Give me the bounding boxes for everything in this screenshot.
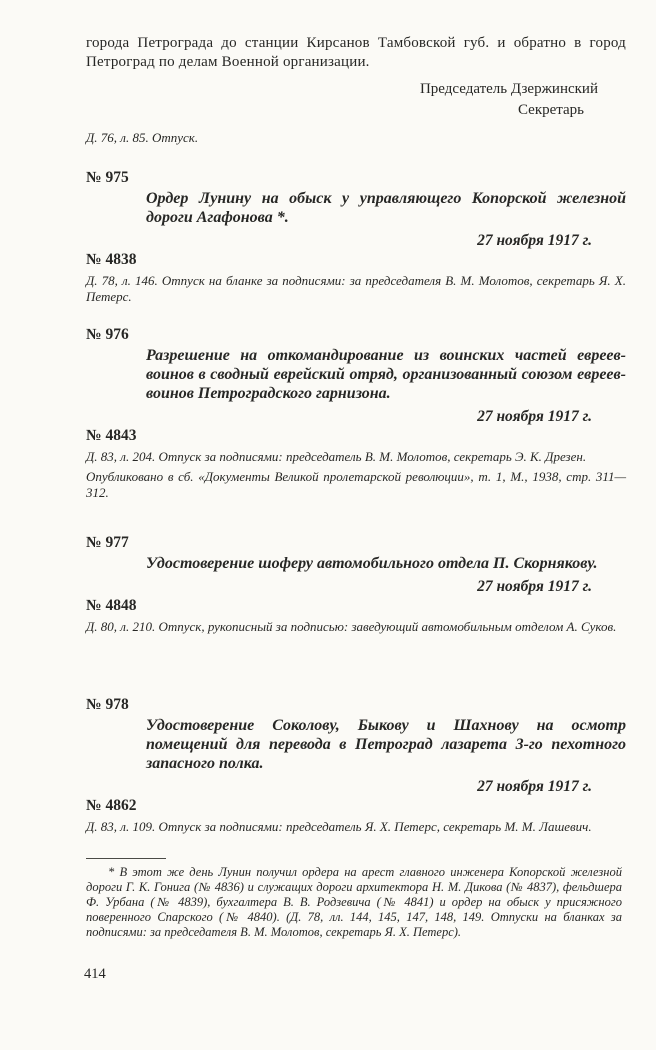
entry-date: 27 ноября 1917 г. <box>477 232 592 249</box>
entry-title: Удостоверение Соколову, Быкову и Шахнову на осмотр помещений для перевода в Петроград лазарета 3-го пехотного запасного полка. <box>146 717 626 772</box>
entry-date: 27 ноября 1917 г. <box>477 578 592 595</box>
entry-977 <box>86 533 626 635</box>
published-note: Опубликовано в сб. «Документы Великой пролетарской революции», т. 1, М., 1938, стр. 311—312. <box>86 469 626 500</box>
archival-note: Д. 78, л. 146. Отпуск на бланке за подписями: за председателя В. М. Молотов, секретарь Я. Х. Петерс. <box>86 273 626 304</box>
archival-note: Д. 83, л. 204. Отпуск за подписями: председатель В. М. Молотов, секретарь Э. К. Дрезен. <box>86 449 587 464</box>
entry-number: № 975 <box>86 169 129 186</box>
intro-paragraph: города Петрограда до станции Кирсанов Тамбовской губ. и обратно в город Петроград по делам Военной организации. <box>86 35 626 70</box>
entry-978 <box>86 695 626 835</box>
entry-date: 27 ноября 1917 г. <box>477 778 592 795</box>
entry-title: Ордер Лунину на обыск у управляющего Копорской железной дороги Агафонова *. <box>146 190 626 226</box>
entry-number: № 978 <box>86 696 129 713</box>
entry-date: 27 ноября 1917 г. <box>477 408 592 425</box>
signature-secretary: Секретарь <box>517 102 584 118</box>
archival-note: Д. 80, л. 210. Отпуск, рукописный за подписью: заведующий автомобильным отделом А. Суков. <box>86 619 617 634</box>
archive-number: № 4843 <box>86 427 137 444</box>
footnote-divider <box>86 858 166 859</box>
entry-title: Разрешение на откомандирование из воинских частей евреев-воинов в сводный еврейский отряд, организованный союзом евреев-воинов Петроградского гарнизона. <box>146 347 626 402</box>
footnote-text: * В этот же день Лунин получил ордера на арест главного инженера Копорской железной дороги Г. К. Гонига (№ 4836) и служащих дороги архитектора Н. М. Дикова (№ 4837), фельдшера Ф. Урбана (№ 4839), бухгалтера В. В. Родзевича (№ 4841) и ордер на обыск у присяжного поверенного Спарского (№ 4840). (Д. 78, лл. 144, 145, 147, 148, 149. Отпуски на бланках за подписями: за председателя В. М. Молотов, секретарь Я. Х. Петерс). <box>86 865 622 939</box>
intro-section <box>86 34 626 146</box>
entry-number: № 976 <box>86 326 129 343</box>
archival-note: Д. 76, л. 85. Отпуск. <box>86 130 199 145</box>
footnote-section <box>86 858 622 940</box>
entry-number: № 977 <box>86 534 129 551</box>
entry-976 <box>86 325 626 501</box>
page-number: 414 <box>84 966 106 982</box>
archive-number: № 4862 <box>86 797 137 814</box>
archive-number: № 4848 <box>86 597 137 614</box>
entry-title: Удостоверение шоферу автомобильного отдела П. Скорнякову. <box>146 555 598 572</box>
signature-chairman: Председатель Дзержинский <box>419 81 598 97</box>
entry-975 <box>86 168 626 305</box>
archive-number: № 4838 <box>86 251 137 268</box>
archival-note: Д. 83, л. 109. Отпуск за подписями: председатель Я. Х. Петерс, секретарь М. М. Лашевич. <box>86 819 592 834</box>
